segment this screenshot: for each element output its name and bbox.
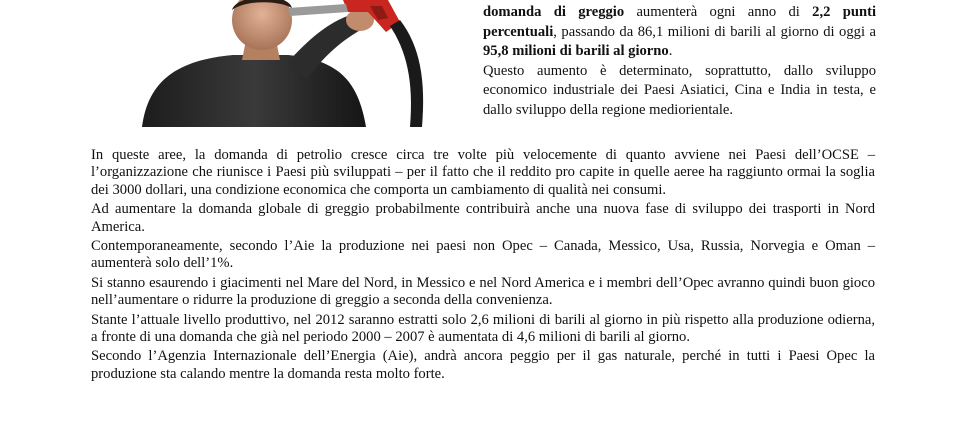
paragraph: In queste aree, la domanda di petrolio cresce circa tre volte più velocemente di quanto avviene nei Paesi dell’OCSE – l’organizzazione che riunisce i Paesi più sviluppati – per il fatto che il reddito pro capite in quelle aeree ha raggiunto ormai la soglia dei 3000 dollari, una condizione economica che comporta un cambiamento di qualità nei consumi. xyxy=(91,147,875,198)
lead-bold-demand: domanda di greggio xyxy=(483,4,625,20)
paragraph: Ad aumentare la domanda globale di greggio probabilmente contribuirà anche una nuova fase di sviluppo dei trasporti in Nord America. xyxy=(91,201,875,235)
paragraph: Contemporaneamente, secondo l’Aie la produzione nei paesi non Opec – Canada, Messico, Usa, Russia, Norvegia e Oman – aumenterà solo dell’1%. xyxy=(91,238,875,272)
lead-text-1: aumenterà ogni anno di xyxy=(624,4,813,20)
lead-bold-points: 2,2 punti percentuali xyxy=(483,4,876,40)
lead-text-3: . xyxy=(668,43,673,60)
lead-bold-barrels: 95,8 milioni di barili al giorno xyxy=(483,43,669,60)
lead-text-2: , passando da 86,1 milioni di barili al giorno di oggi a xyxy=(553,23,876,40)
side-paragraph-2: Questo aumento è determinato, soprattutto, dallo sviluppo economico industriale dei Paesi Asiatici, Cina e India in testa, e dallo sviluppo della regione mediorientale. xyxy=(483,62,876,118)
lead-paragraph xyxy=(483,3,876,62)
paragraph: Si stanno esaurendo i giacimenti nel Mare del Nord, in Messico e nel Nord America e i membri dell’Opec avranno quindi buon gioco nell’aumentare o ridurre la produzione di greggio a seconda della convenienza. xyxy=(91,274,875,309)
fuel-nozzle-photo xyxy=(138,0,430,127)
main-text xyxy=(91,147,875,385)
paragraph: Secondo l’Agenzia Internazionale dell’Energia (Aie), andrà ancora peggio per il gas naturale, perché in tutti i Paesi Opec la produzione sta calando mentre la domanda resta molto forte. xyxy=(91,348,875,382)
paragraph: Stante l’attuale livello produttivo, nel 2012 saranno estratti solo 2,6 milioni di barili al giorno in più rispetto alla produzione odierna, a fronte di una domanda che già nel periodo 2000 – 2007 è aumentata di 4,6 milioni di barili al giorno. xyxy=(91,311,875,346)
fuel-nozzle-photo-art xyxy=(138,0,430,127)
side-column xyxy=(483,3,876,121)
